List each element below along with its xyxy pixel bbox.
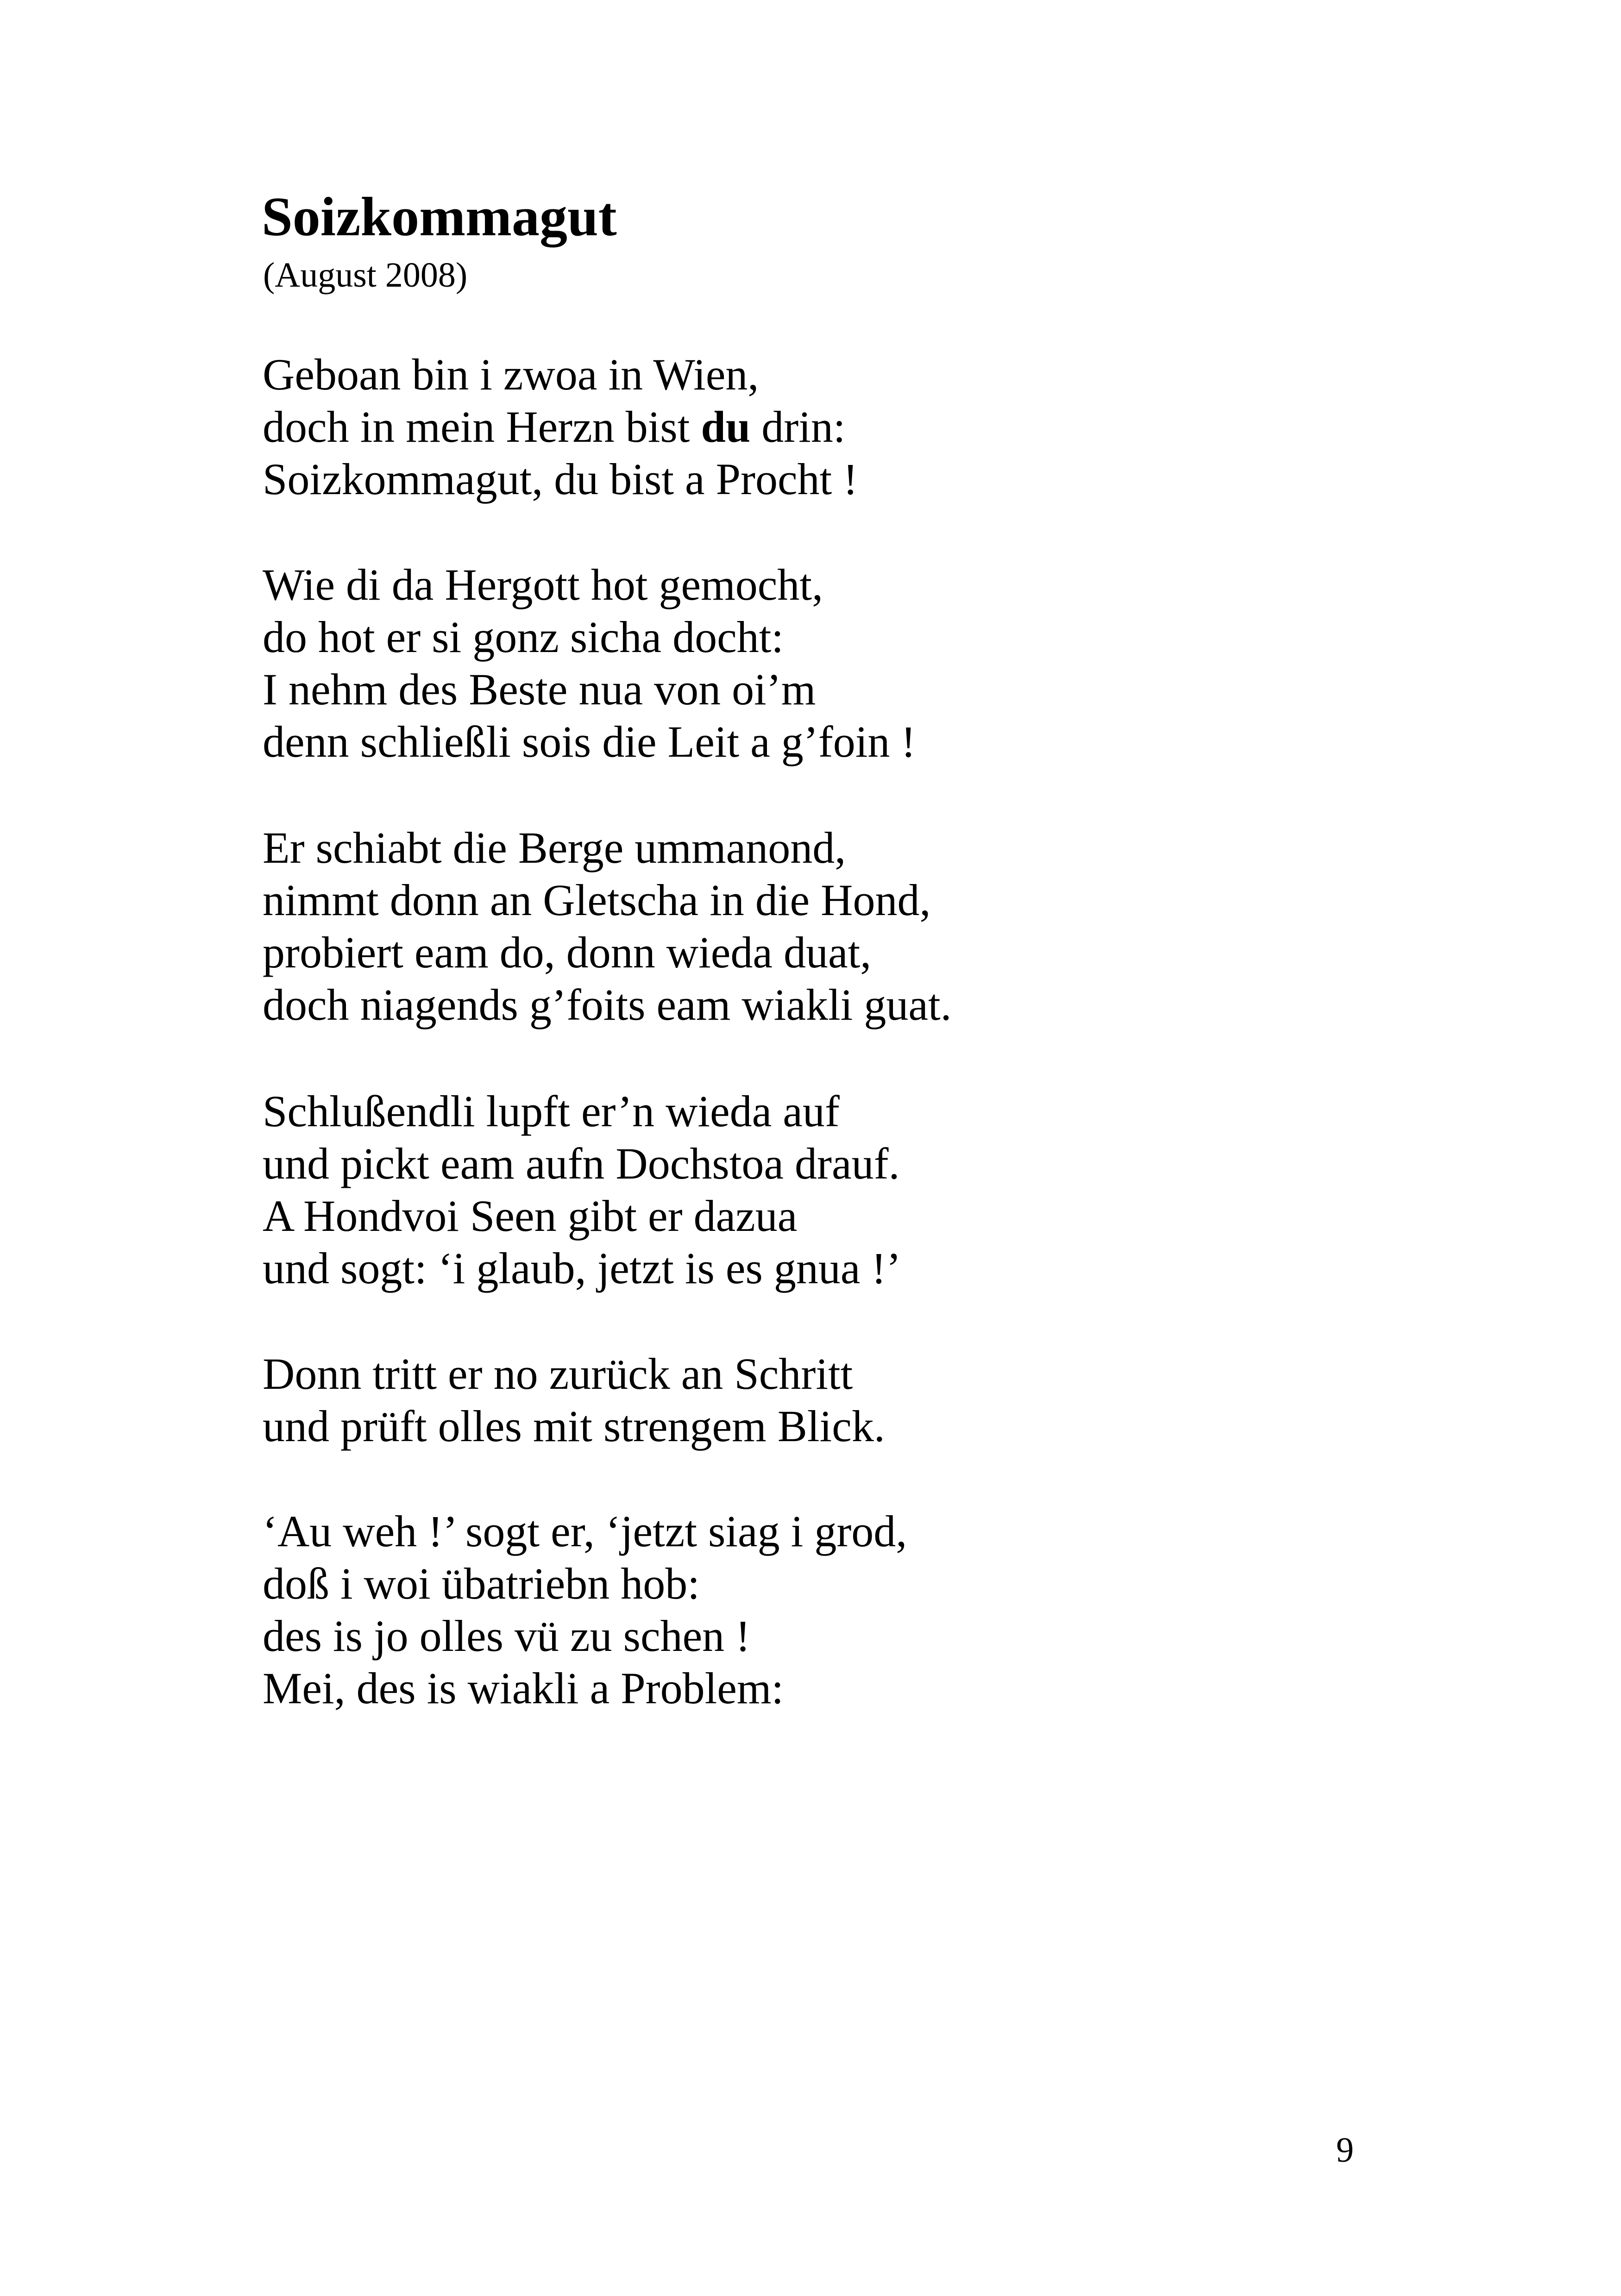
- poem-line: nimmt donn an Gletscha in die Hond,: [263, 875, 931, 925]
- stanza-3: [263, 822, 952, 1031]
- stanza-5: [263, 1348, 885, 1452]
- stanza-1: [263, 348, 858, 505]
- poem-line: probiert eam do, donn wieda duat,: [263, 928, 872, 977]
- poem-line: denn schließli sois die Leit a g’foin !: [263, 717, 916, 766]
- poem-line: Er schiabt die Berge ummanond,: [263, 823, 846, 872]
- poem-line: Soizkommagut, du bist a Procht !: [263, 454, 858, 504]
- poem-line: doch niagends g’foits eam wiakli guat.: [263, 980, 952, 1029]
- poem-line: I nehm des Beste nua von oi’m: [263, 665, 816, 714]
- poem-line: und prüft olles mit strengem Blick.: [263, 1401, 885, 1451]
- poem-line: [263, 401, 858, 453]
- poem-line: Schlußendli lupft er’n wieda auf: [263, 1086, 840, 1136]
- poem-line: und sogt: ‘i glaub, jetzt is es gnua !’: [263, 1243, 901, 1293]
- emphasis-word: du: [701, 402, 751, 452]
- poem-line: Geboan bin i zwoa in Wien,: [263, 350, 759, 399]
- poem-title: Soizkommagut: [262, 186, 617, 247]
- poem-line: und pickt eam aufn Dochstoa drauf.: [263, 1139, 900, 1188]
- line-text: drin:: [750, 402, 846, 452]
- poem-line: A Hondvoi Seen gibt er dazua: [263, 1191, 798, 1241]
- poem-line: Mei, des is wiakli a Problem:: [263, 1663, 784, 1713]
- line-text: doch in mein Herzn bist: [263, 402, 701, 452]
- poem-line: Donn tritt er no zurück an Schritt: [263, 1349, 853, 1399]
- poem-line: ‘Au weh !’ sogt er, ‘jetzt siag i grod,: [263, 1506, 907, 1556]
- poem-line: des is jo olles vü zu schen !: [263, 1611, 751, 1661]
- page-number: 9: [1336, 2131, 1354, 2170]
- poem-line: doß i woi übatriebn hob:: [263, 1559, 700, 1608]
- stanza-2: [263, 558, 916, 768]
- stanza-4: [263, 1085, 901, 1294]
- poem-date: (August 2008): [263, 256, 468, 295]
- stanza-6: [263, 1505, 907, 1714]
- poem-line: Wie di da Hergott hot gemocht,: [263, 560, 823, 609]
- poem-line: do hot er si gonz sicha docht:: [263, 612, 784, 662]
